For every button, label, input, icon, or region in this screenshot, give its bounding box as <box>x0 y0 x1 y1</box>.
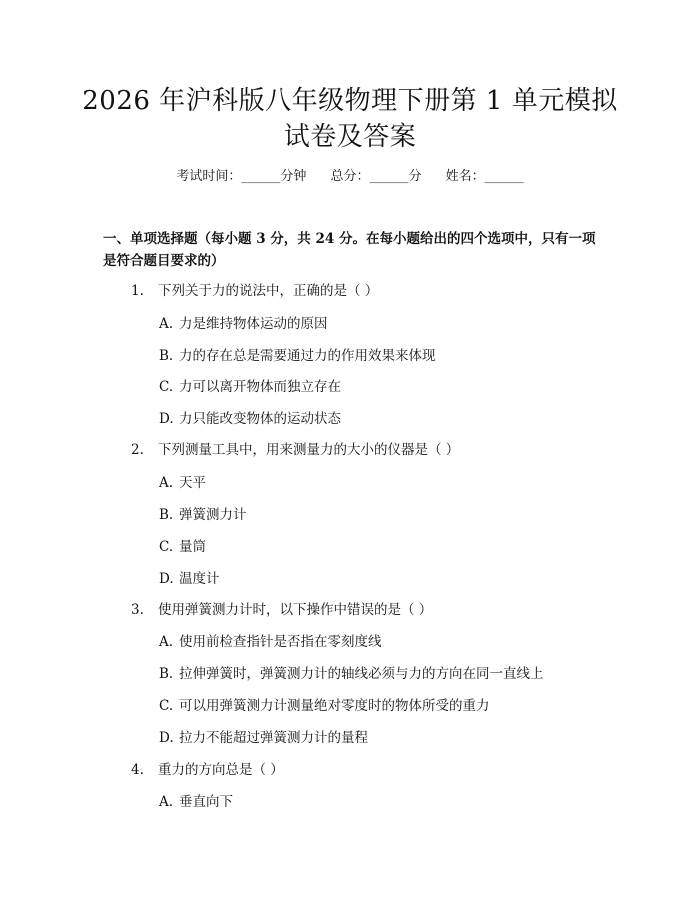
question-text: 重力的方向总是（ ） <box>158 762 284 778</box>
option-text: 量筒 <box>179 539 206 555</box>
option-letter: B. <box>159 666 174 682</box>
question-number: 3. <box>131 602 144 618</box>
section-heading: 一、单项选择题（每小题 3 分，共 24 分。在每小题给出的四个选项中，只有一项是符合题目要求的） <box>103 231 596 269</box>
student-name-field: 姓名：______ <box>445 169 524 184</box>
option-1b <box>159 347 436 365</box>
option-text: 力只能改变物体的运动状态 <box>179 411 341 427</box>
exam-time-field: 考试时间：______分钟 <box>176 169 307 184</box>
question-number: 4. <box>131 762 144 778</box>
option-letter: B. <box>159 348 174 364</box>
option-letter: A. <box>159 794 174 810</box>
option-4a <box>159 793 233 811</box>
option-3d <box>159 729 368 747</box>
option-letter: C. <box>159 379 174 395</box>
question-2 <box>131 441 459 459</box>
option-text: 垂直向下 <box>179 794 233 810</box>
option-text: 拉力不能超过弹簧测力计的量程 <box>179 730 368 746</box>
option-letter: A. <box>159 316 174 332</box>
exam-meta <box>0 168 700 186</box>
page-title-line1: 2026 年沪科版八年级物理下册第 1 单元模拟 <box>82 86 618 116</box>
option-letter: C. <box>159 698 174 714</box>
option-3b <box>159 665 544 683</box>
option-2a <box>159 474 206 492</box>
total-score-field: 总分：______分 <box>330 169 422 184</box>
option-text: 力是维持物体运动的原因 <box>179 316 328 332</box>
option-letter: C. <box>159 539 174 555</box>
question-number: 1. <box>131 283 144 299</box>
option-text: 使用前检查指针是否指在零刻度线 <box>179 634 382 650</box>
option-text: 温度计 <box>179 571 220 587</box>
option-letter: A. <box>159 475 174 491</box>
option-2b <box>159 506 247 524</box>
option-letter: D. <box>159 571 174 587</box>
option-1c <box>159 378 341 396</box>
option-text: 可以用弹簧测力计测量绝对零度时的物体所受的重力 <box>179 698 490 714</box>
question-4 <box>131 761 284 779</box>
option-letter: B. <box>159 507 174 523</box>
option-3a <box>159 633 382 651</box>
question-1 <box>131 282 378 300</box>
question-text: 使用弹簧测力计时，以下操作中错误的是（ ） <box>158 602 433 618</box>
question-number: 2. <box>131 442 144 458</box>
option-2c <box>159 538 206 556</box>
option-text: 弹簧测力计 <box>179 507 247 523</box>
option-text: 天平 <box>179 475 206 491</box>
question-3 <box>131 601 432 619</box>
option-letter: D. <box>159 411 174 427</box>
option-text: 力的存在总是需要通过力的作用效果来体现 <box>179 348 436 364</box>
option-text: 拉伸弹簧时，弹簧测力计的轴线必须与力的方向在同一直线上 <box>179 666 544 682</box>
option-1d <box>159 410 341 428</box>
option-1a <box>159 315 328 333</box>
page-title-line2: 试卷及答案 <box>283 122 417 152</box>
option-letter: A. <box>159 634 174 650</box>
option-letter: D. <box>159 730 174 746</box>
question-text: 下列测量工具中，用来测量力的大小的仪器是（ ） <box>158 442 460 458</box>
option-2d <box>159 570 220 588</box>
option-3c <box>159 697 490 715</box>
option-text: 力可以离开物体而独立存在 <box>179 379 341 395</box>
question-text: 下列关于力的说法中，正确的是（ ） <box>158 283 379 299</box>
